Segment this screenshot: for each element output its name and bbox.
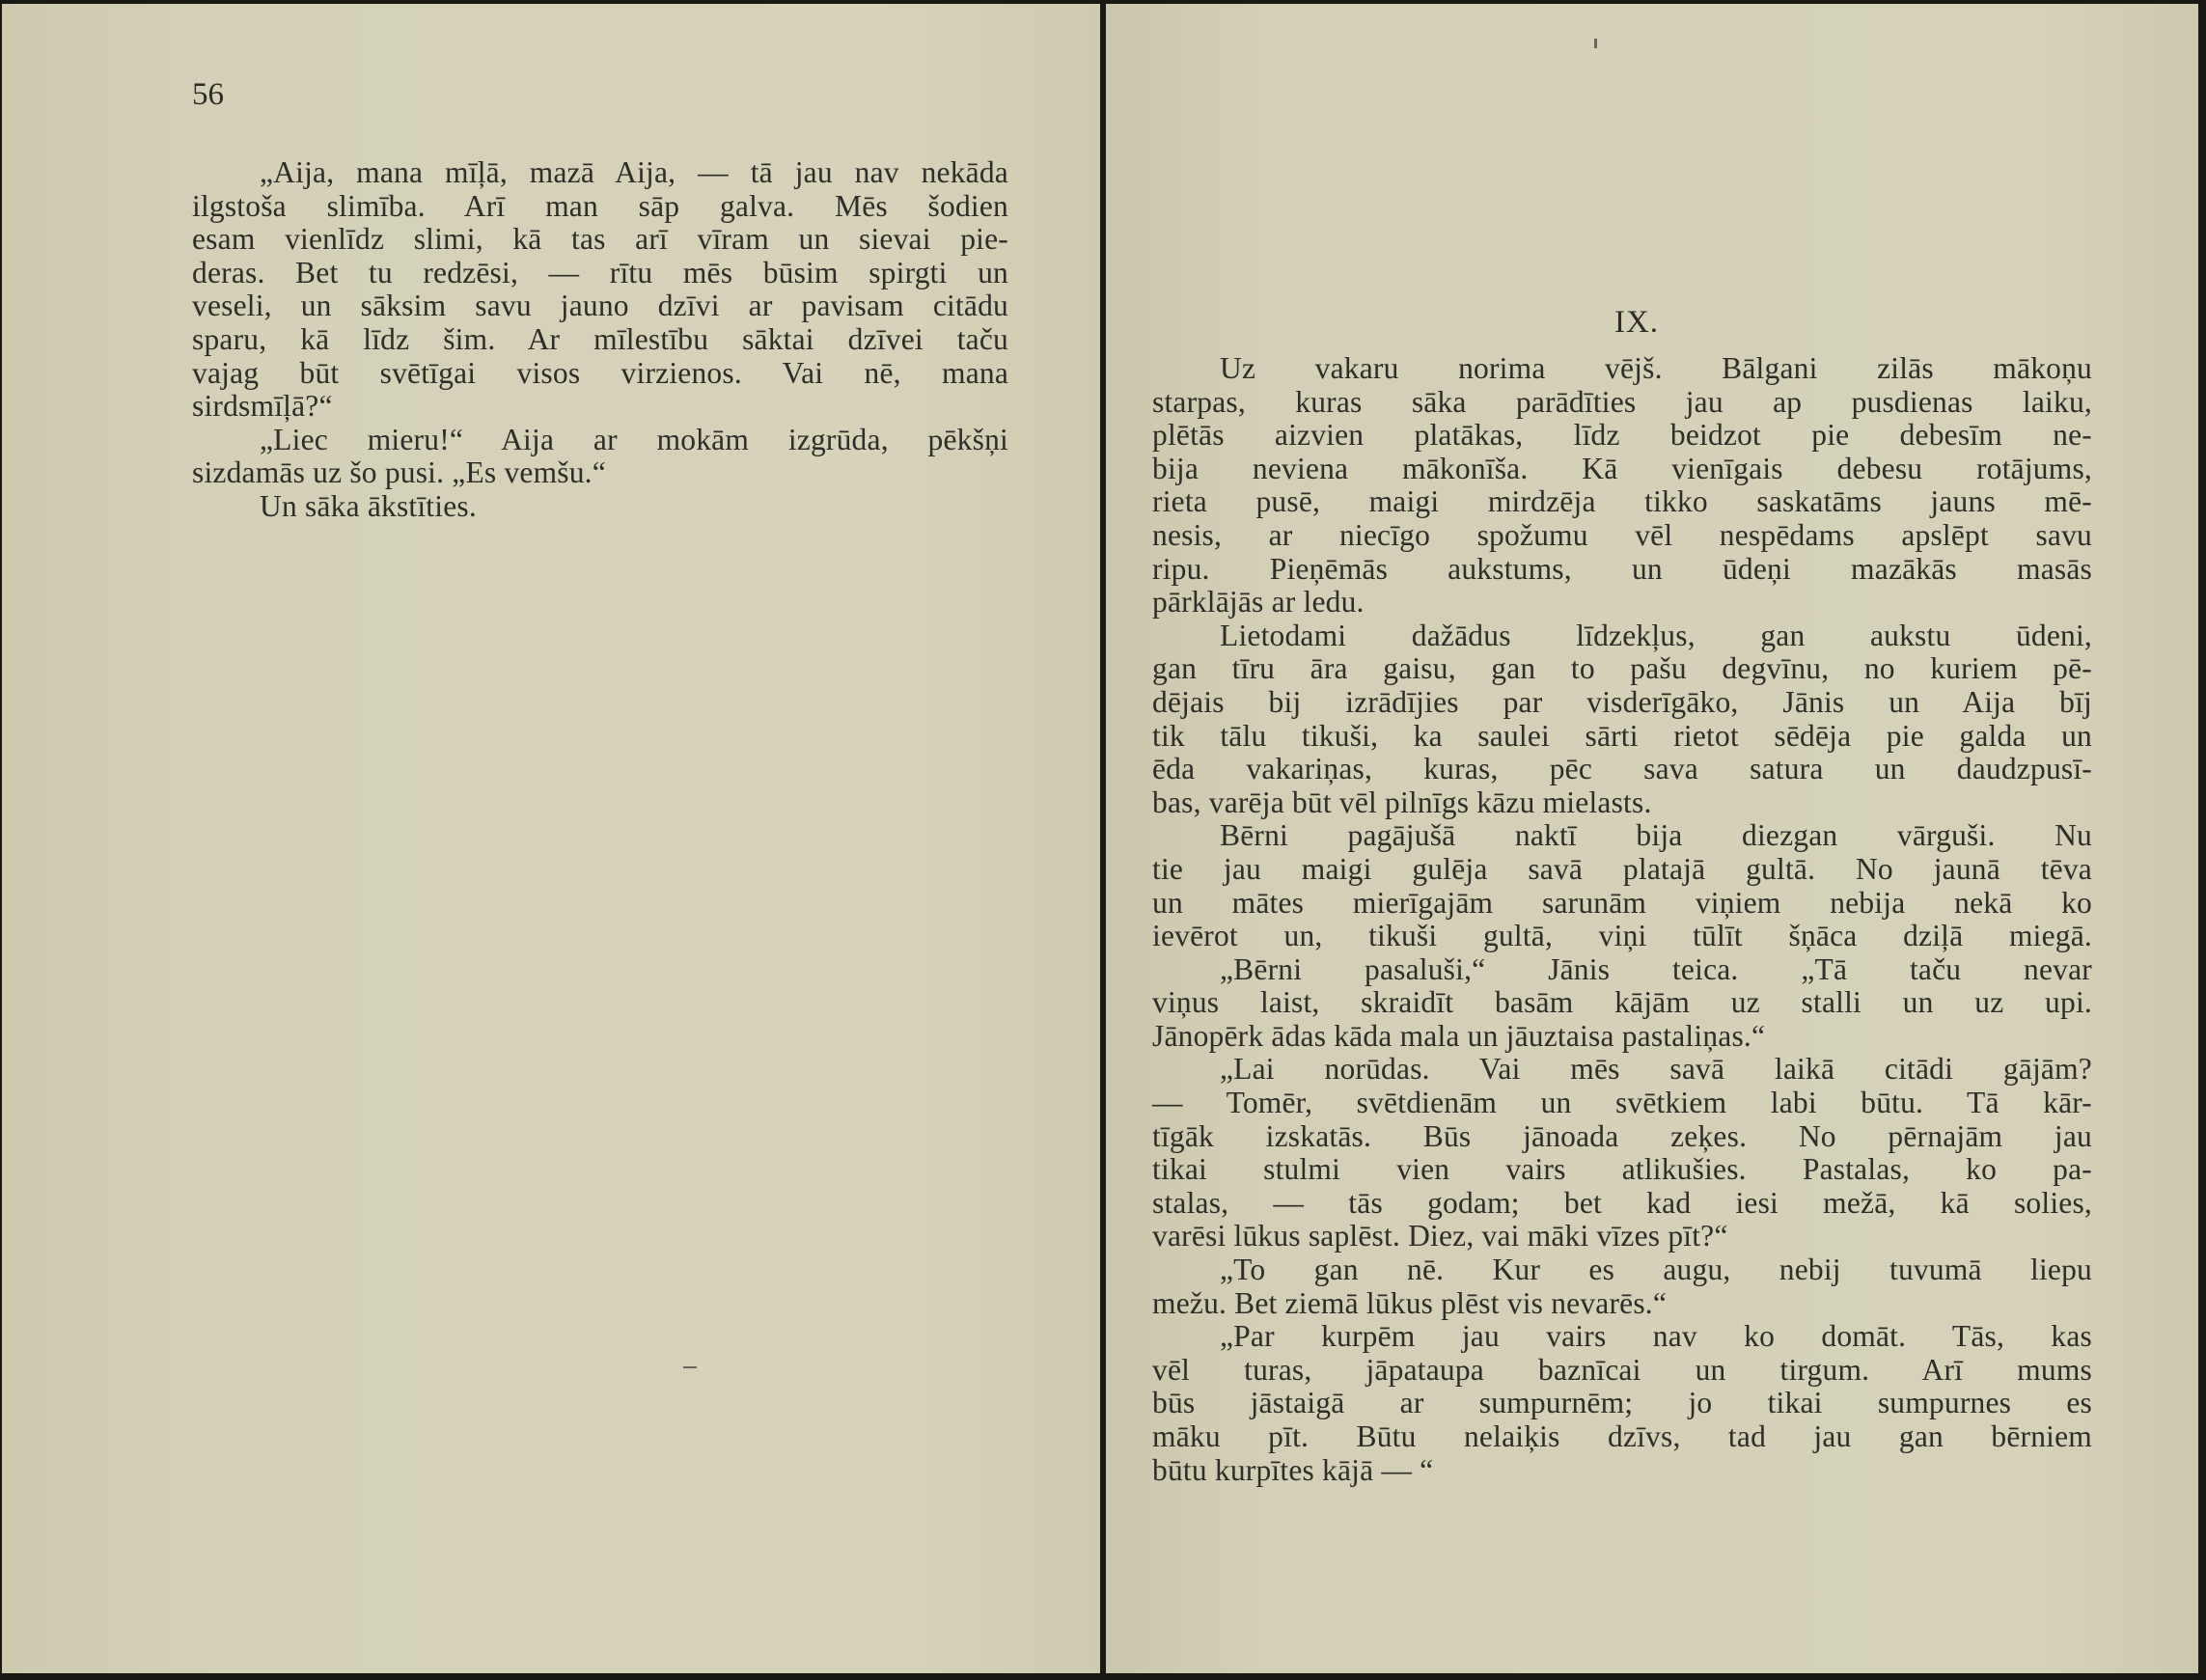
text-line: sirdsmīļā?“ — [192, 389, 333, 424]
text-line: „Liec mieru!“ Aija ar mokām izgrūda, pēkšņi — [260, 422, 1008, 456]
text-line: Bērni pagājušā naktī bija diezgan vārguši. Nu — [1220, 818, 2092, 853]
text-line: tie jau maigi gulēja savā platajā gultā. No jaunā tēva — [1152, 851, 2092, 886]
text-line: vajag būt svētīgai visos virzienos. Vai nē, mana — [192, 355, 1008, 390]
text-line: ilgstoša slimība. Arī man sāp galva. Mēs šodien — [192, 188, 1008, 223]
text-line: ripu. Pieņēmās aukstums, un ūdeņi mazākās masās — [1152, 551, 2092, 586]
text-line: „Par kurpēm jau vairs nav ko domāt. Tās, kas — [1220, 1319, 2092, 1354]
left-page-text — [192, 156, 1008, 524]
text-line: bas, varēja būt vēl pilnīgs kāzu mielasts. — [1152, 785, 1652, 819]
text-line: „Aija, mana mīļā, mazā Aija, — tā jau nav nekāda — [260, 155, 1008, 189]
text-line: māku pīt. Būtu nelaiķis dzīvs, tad jau gan bērniem — [1152, 1419, 2092, 1453]
text-line: Un sāka ākstīties. — [260, 488, 477, 523]
text-line: varēsi lūkus saplēst. Diez, vai māki vīzes pīt?“ — [1152, 1219, 1728, 1253]
right-page — [1106, 4, 2198, 1673]
text-line: tik tālu tikuši, ka saulei sārti rietot sēdēja pie galda un — [1152, 718, 2092, 753]
text-line: esam vienlīdz slimi, kā tas arī vīram un sievai pie- — [192, 222, 1008, 257]
text-line: ēda vakariņas, kuras, pēc sava satura un daudzpusī- — [1152, 752, 2092, 786]
text-line: tīgāk izskatās. Būs jānoada zeķes. No pērnajām jau — [1152, 1118, 2092, 1153]
text-line: tikai stulmi vien vairs atlikušies. Pastalas, ko pa- — [1152, 1152, 2092, 1187]
text-line: sizdamās uz šo pusi. „Es vemšu.“ — [192, 455, 606, 490]
page-speck — [683, 1366, 697, 1368]
page-number: 56 — [192, 77, 224, 112]
text-line: deras. Bet tu redzēsi, — rītu mēs būsim spirgti un — [192, 255, 1008, 289]
text-line: būtu kurpītes kājā — “ — [1152, 1452, 1434, 1487]
right-page-text — [1152, 352, 2092, 1487]
text-line: „To gan nē. Kur es augu, nebij tuvumā liepu — [1220, 1253, 2092, 1287]
text-line: „Lai norūdas. Vai mēs savā laikā citādi gājām? — [1220, 1052, 2092, 1087]
text-line: un mātes mierīgajām sarunām viņiem nebija nekā ko — [1152, 885, 2092, 920]
text-line: pārklājās ar ledu. — [1152, 585, 1365, 620]
left-page — [2, 4, 1100, 1673]
page-speck — [1594, 39, 1597, 48]
chapter-heading-text: IX. — [1613, 305, 1660, 340]
text-line: nesis, ar niecīgo spožumu vēl nespēdams apslēpt savu — [1152, 517, 2092, 552]
text-line: viņus laist, skraidīt basām kājām uz stalli un uz upi. — [1152, 985, 2092, 1020]
text-line: veseli, un sāksim savu jauno dzīvi ar pavisam citādu — [192, 289, 1008, 323]
text-line: starpas, kuras sāka parādīties jau ap pusdienas laiku, — [1152, 384, 2092, 419]
text-line: dējais bij izrādījies par visderīgāko, Jānis un Aija bīj — [1152, 684, 2092, 719]
text-line: „Bērni pasaluši,“ Jānis teica. „Tā taču nevar — [1220, 951, 2092, 986]
text-line: mežu. Bet ziemā lūkus plēst vis nevarēs.“ — [1152, 1285, 1668, 1320]
text-line: sparu, kā līdz šim. Ar mīlestību sāktai dzīvei taču — [192, 321, 1008, 356]
text-line: Lietodami dažādus līdzekļus, gan aukstu ūdeni, — [1220, 618, 2092, 652]
text-line: vēl turas, jāpataupa baznīcai un tirgum. Arī mums — [1152, 1352, 2092, 1387]
text-line: plētās aizvien platākas, līdz beidzot pie debesīm ne- — [1152, 418, 2092, 453]
text-line: Jānopērk ādas kāda mala un jāuztaisa pastaliņas.“ — [1152, 1018, 1766, 1053]
text-line: bija neviena mākonīša. Kā vienīgais debesu rotājums, — [1152, 451, 2092, 485]
text-line: Uz vakaru norima vējš. Bālgani zilās mākoņu — [1220, 351, 2092, 385]
text-line: gan tīru āra gaisu, gan to pašu degvīnu, no kuriem pē- — [1152, 651, 2092, 686]
text-line: stalas, — tās godam; bet kad iesi mežā, kā solies, — [1152, 1185, 2092, 1220]
text-line: ievērot un, tikuši gultā, viņi tūlīt šņāca dziļā miegā. — [1152, 919, 2092, 953]
text-line: rieta pusē, maigi mirdzēja tikko saskatāms jauns mē- — [1152, 484, 2092, 519]
chapter-heading — [1106, 305, 2198, 341]
text-line: būs jāstaigā ar sumpurnēm; jo tikai sumpurnes es — [1152, 1386, 2092, 1420]
text-line: — Tomēr, svētdienām un svētkiem labi būtu. Tā kār- — [1152, 1086, 2092, 1120]
